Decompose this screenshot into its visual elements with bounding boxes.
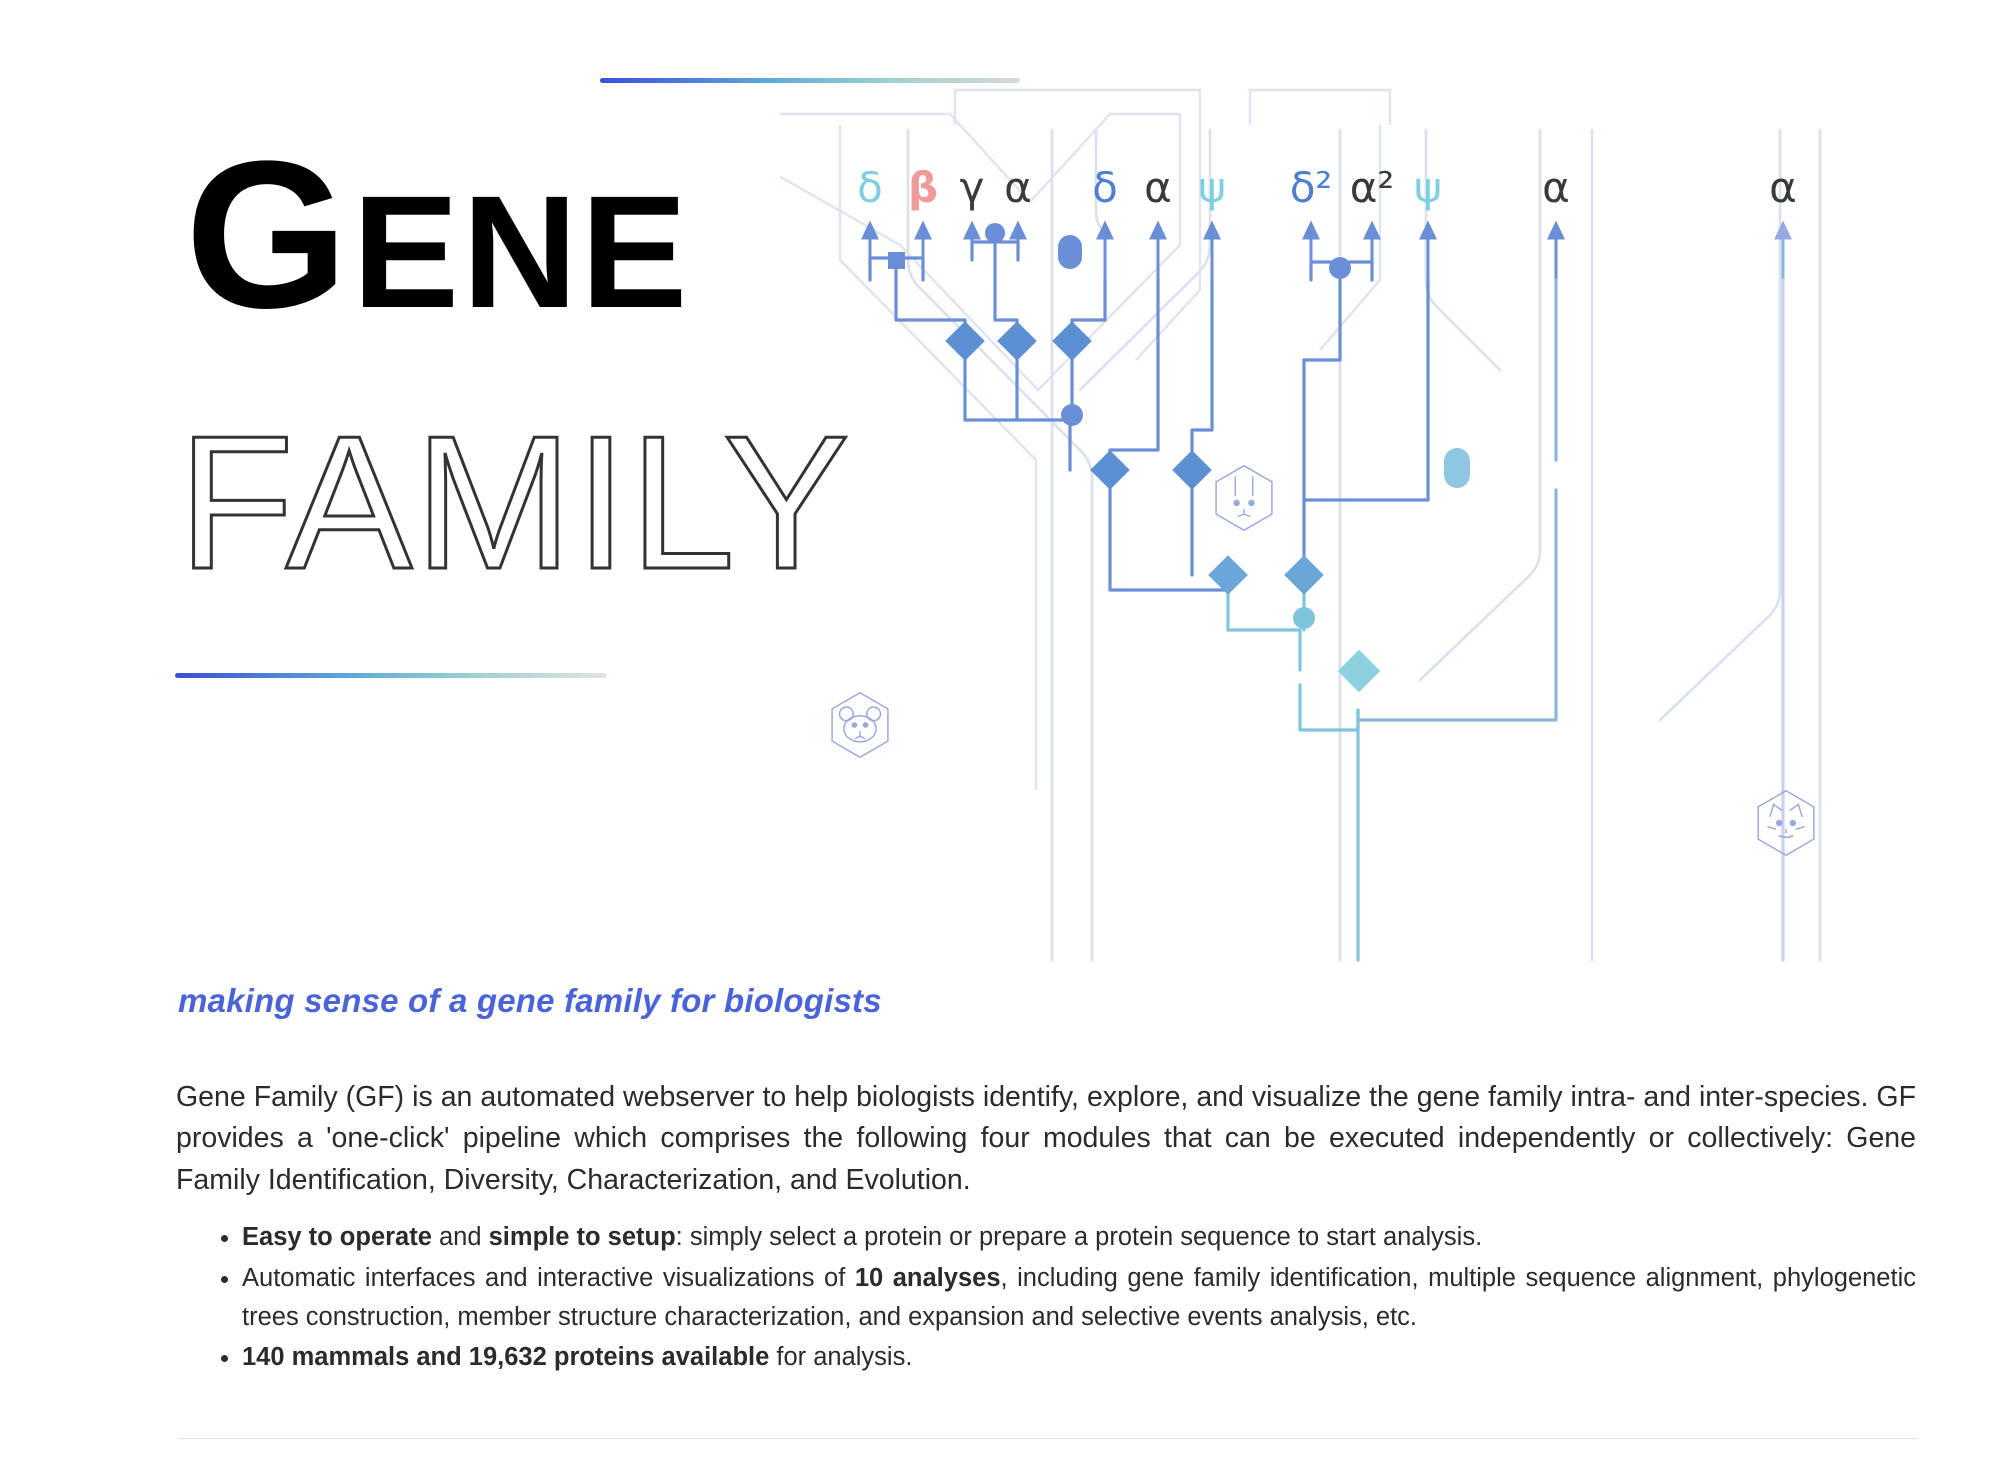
capsule-node: [1058, 235, 1082, 269]
tagline: making sense of a gene family for biologists: [178, 982, 882, 1019]
leaf-label-alpha-4: α: [1769, 163, 1797, 212]
feature-emphasis: Easy to operate: [242, 1223, 432, 1251]
capsule-node: [1444, 448, 1470, 488]
leaf-label-alpha-3: α: [1542, 163, 1570, 212]
circle-node: [1293, 607, 1315, 629]
leaf-label-alpha-1: α: [1004, 163, 1032, 212]
bear-face-icon: [832, 693, 888, 757]
feature-list: [200, 1218, 1916, 1379]
logo-gene-first-letter: G: [185, 117, 353, 352]
feature-text: : simply select a protein or prepare a protein sequence to start analysis.: [675, 1223, 1483, 1251]
logo-family: FAMILY: [178, 397, 852, 609]
leaf-label-delta-1: δ: [857, 163, 883, 212]
feature-text: and: [431, 1223, 489, 1251]
section-divider: [178, 1438, 1918, 1439]
leaf-label-delta-2: δ: [1092, 163, 1118, 212]
feature-list-item: [242, 1218, 1916, 1257]
square-node: [888, 252, 905, 269]
feature-text: Automatic interfaces and interactive visualizations of: [242, 1263, 855, 1292]
feature-emphasis: 140 mammals and 19,632 proteins available: [242, 1343, 770, 1372]
circle-node: [1329, 257, 1351, 279]
cat-face-icon: [1758, 791, 1814, 855]
feature-emphasis: 10 analyses: [854, 1263, 1001, 1292]
duplication-diamond: [945, 321, 1380, 692]
bottom-gradient-rule: [175, 673, 607, 678]
feature-emphasis: simple to setup: [488, 1223, 676, 1251]
leaf-label-psi-1: ψ: [1198, 163, 1226, 212]
circle-node: [1061, 404, 1083, 426]
rabbit-face-icon: [1216, 466, 1272, 530]
leaf-label-delta-squared: δ²: [1289, 163, 1333, 212]
feature-list-item: [242, 1338, 1916, 1377]
feature-text: for analysis.: [769, 1343, 913, 1372]
phylogenetic-tree-graphic: [780, 30, 1870, 980]
logo-gene: [185, 117, 691, 352]
leaf-label-gamma: γ: [959, 163, 985, 212]
leaf-label-alpha-squared: α²: [1349, 163, 1395, 212]
intro-paragraph: Gene Family (GF) is an automated webserver to help biologists identify, explore, and visualize the gene family intra- and inter-species. GF provides a 'one-click' pipeline which comprises the following four modules that can be executed independently or collectively: Gene Family Identification, Diversity, Characterization, and Evolution.: [176, 1080, 1916, 1196]
leaf-labels: [857, 163, 1797, 212]
feature-list-item: [242, 1259, 1916, 1337]
circle-node: [985, 223, 1005, 243]
leaf-label-psi-2: ψ: [1414, 163, 1442, 212]
feature-text: , including gene family identification, multiple sequence alignment, phylogenetic trees construction, member structure characterization, and expansion and selective events analysis, etc.: [242, 1263, 1916, 1331]
leaf-branches: [870, 230, 1783, 280]
leaf-label-alpha-2: α: [1144, 163, 1172, 212]
leaf-label-beta: β: [907, 163, 939, 212]
logo-gene-rest: ENE: [352, 162, 691, 341]
